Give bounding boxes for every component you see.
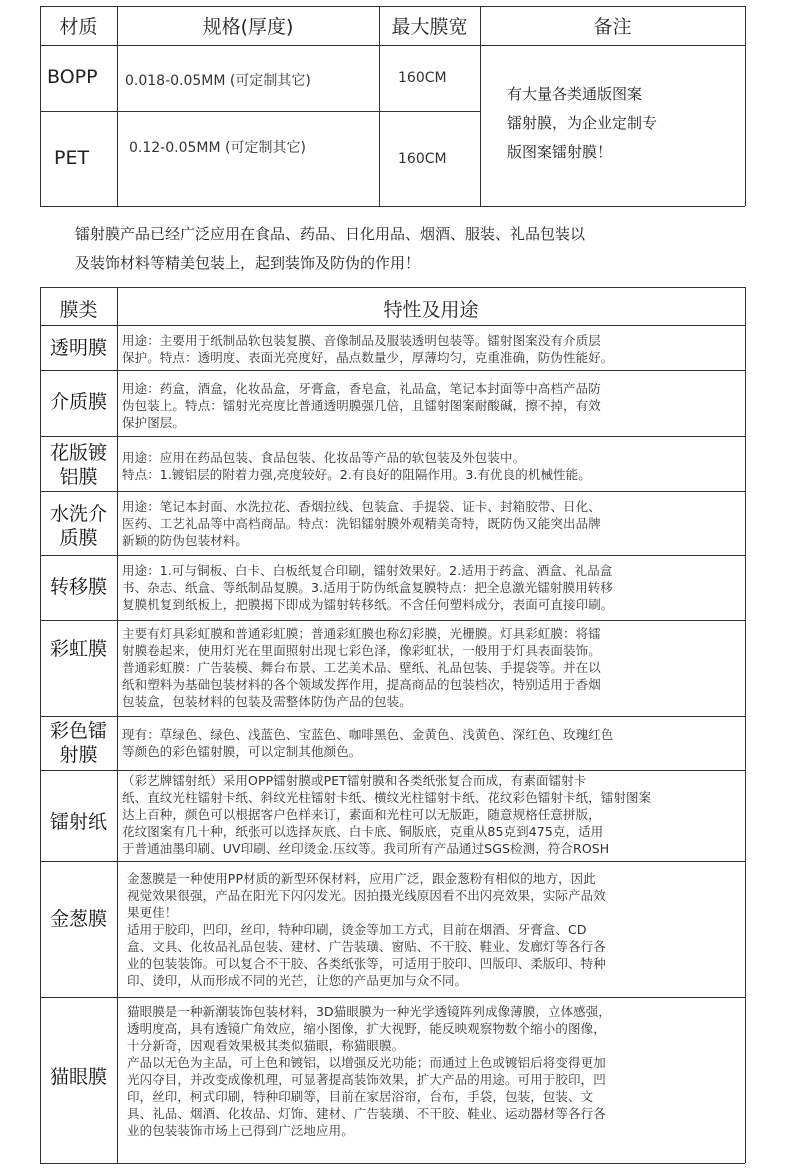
film-description: 主要有灯具彩虹膜和普通彩虹膜；普通彩虹膜也称幻彩膜，光栅膜。灯具彩虹膜：将镭 射膜卷起来，使用灯光在里面照射出现七彩色泽，像彩虹状，一般用于灯具表面装饰。 普通彩虹膜：广告装模、舞台布景、工艺美术品、壁纸、礼品包装、手提袋等。并在以 纸和塑料为基础包装材料的各个领域发挥作用，提高商品的包装档次，特别适用于香烟 包装盒，包装材料的包装及需整体防伪产品的包装。 (122, 626, 601, 709)
header-material: 材质 (59, 16, 98, 38)
film-type-label: 介质膜 (49, 391, 107, 413)
divider (40, 716, 745, 717)
film-description: 金葱膜是一种使用PP材质的新型环保材料，应用广泛，跟金葱粉有相似的地方，因此 视觉效果很强，产品在阳光下闪闪发光。因拍摄光线原因看不出闪亮效果，实际产品效 果更佳！ 适用于胶印，凹印，丝印，特种印刷，烫金等加工方式，目前在烟酒、牙膏盒、CD 盒、文具、化妆品礼品包装、建材、广告装璜、窗贴、不干胶、鞋业、发廊灯等各行各 业的包装装饰。可以复合不干胶、各类纸张等，可适用于胶印、凹版印、柔版印、特种 印、烫印，从而形成不同的光芒，让您的产品更加与众不同。 (127, 871, 606, 988)
width-pet: 160CM (398, 151, 447, 167)
film-description: 用途：主要用于纸制品软包装复膜、音像制品及服装透明包装等。镭射图案没有介质层 保护。特点：透明度、表面光亮度好，晶点数量少，厚薄均匀，克重准确，防伪性能好。 (122, 333, 614, 365)
divider (40, 861, 745, 862)
divider (117, 287, 118, 1163)
note-text: 有大量各类通版图案 镭射膜，为企业定制专 版图案镭射膜！ (507, 85, 658, 161)
header-note: 备注 (593, 16, 632, 38)
divider (40, 325, 745, 326)
material-bopp: BOPP (47, 66, 98, 88)
divider (40, 620, 745, 621)
divider (40, 491, 745, 492)
divider (40, 436, 745, 437)
spec-pet: 0.12-0.05MM (可定制其它) (129, 140, 306, 156)
header-usage: 特性及用途 (383, 299, 479, 321)
film-description: （彩艺牌镭射纸）采用OPP镭射膜或PET镭射膜和各类纸张复合而成，有素面镭射卡 纸、直纹光柱镭射卡纸、斜纹光柱镭射卡纸、横纹光柱镭射卡纸、花纹彩色镭射卡纸，镭射图案 达上百种，颜色可以根据客户色样来订，素面和光柱可以无版距，随意规格任意拼版， 花纹图案有几十种，纸张可以选择灰底、白卡底、铜版底，克重从85克到475克，适用 于普通油墨印刷、UV印刷、丝印烫金.压纹等。我司所有产品通过SGS检测，符合ROSH (122, 773, 652, 856)
divider (40, 770, 745, 771)
film-type-label: 水洗介 质膜 (49, 503, 107, 549)
material-pet: PET (54, 147, 90, 169)
film-description: 用途：应用在药品包装、食品包装、化妆品等产品的软包装及外包装中。 特点：1.镀铝层的附着力强,亮度较好。2.有良好的阻隔作用。3.有优良的机械性能。 (122, 450, 591, 482)
width-bopp: 160CM (398, 70, 447, 86)
intro-paragraph: 镭射膜产品已经广泛应用在食品、药品、日化用品、烟酒、服装、礼品包装以 及装饰材料等精美包装上，起到装饰及防伪的作用！ (75, 225, 586, 272)
divider (745, 287, 746, 1163)
film-type-label: 猫眼膜 (49, 1066, 107, 1088)
header-spec: 规格(厚度) (202, 16, 294, 38)
film-description: 用途：1.可与铜板、白卡、白板纸复合印刷，镭射效果好。2.适用于药盒、酒盒、礼品盒 书、杂志、纸盒、等纸制品复膜。3.适用于防伪纸盒复膜特点：把全息激光镭射膜用转移 复膜机复到纸板上，把膜揭下即成为镭射转移纸。不含任何塑料成分，表面可直接印刷。 (122, 563, 614, 612)
divider (745, 6, 746, 206)
film-description: 现有：草绿色、绿色、浅蓝色、宝蓝色、咖啡黑色、金黄色、浅黄色、深红色、玫瑰红色 等颜色的彩色镭射膜，可以定制其他颜色。 (122, 727, 614, 759)
divider (40, 6, 745, 7)
divider (40, 1163, 745, 1164)
header-film-type: 膜类 (59, 299, 98, 321)
film-type-label: 彩色镭 射膜 (49, 720, 107, 766)
divider (40, 287, 745, 288)
divider (40, 111, 480, 112)
film-type-label: 彩虹膜 (49, 638, 107, 660)
film-description: 用途：药盒，酒盒，化妆品盒，牙膏盒，香皂盒，礼品盒，笔记本封面等中高档产品防 伪包装上。特点：镭射光亮度比普通透明膜强几倍，且镭射图案耐酸碱，擦不掉，有效 保护图层。 (122, 381, 601, 430)
film-type-label: 花版镀 铝膜 (49, 442, 107, 488)
film-description: 用途：笔记本封面、水洗拉花、香烟拉线、包装盒、手提袋、证卡、封箱胶带、日化、 医药、工艺礼品等中高档商品。特点：洗铝镭射膜外观精美奇特，既防伪又能突出品牌 新颖的防伪包装材料。 (122, 499, 601, 548)
divider (40, 206, 745, 207)
film-type-label: 透明膜 (49, 337, 107, 359)
film-description: 猫眼膜是一种新潮装饰包装材料，3D猫眼膜为一种光学透镜阵列成像薄膜，立体感强， 透明度高，具有透镜广角效应，缩小图像，扩大视野，能反映观察物数个缩小的图像， 十分新奇，因观看效果极其类似猫眼，称猫眼膜。 产品以无色为主品，可上色和镀铝，以增强反光功能；而通过上色或镀铝后将变得更加 光闪夺目，并改变成像机理，可显著提高装饰效果，扩大产品的用途。可用于胶印，凹 印，丝印，柯式印刷，特种印刷等，目前在家居浴帘，台布，手袋，包装，包装、文 具、礼品、烟酒、化妆品、灯饰、建材、广告装璜、不干胶、鞋业、运动器材等各行各 业的包装装饰市场上已得到广泛地应用。 (127, 1004, 611, 1138)
divider (40, 45, 745, 46)
spec-bopp: 0.018-0.05MM (可定制其它) (125, 73, 311, 89)
film-type-label: 转移膜 (49, 576, 107, 598)
film-type-label: 金葱膜 (49, 908, 107, 930)
film-type-label: 镭射纸 (49, 811, 107, 833)
header-width: 最大膜宽 (391, 16, 468, 38)
divider (40, 370, 745, 371)
divider (40, 997, 745, 998)
divider (40, 555, 745, 556)
